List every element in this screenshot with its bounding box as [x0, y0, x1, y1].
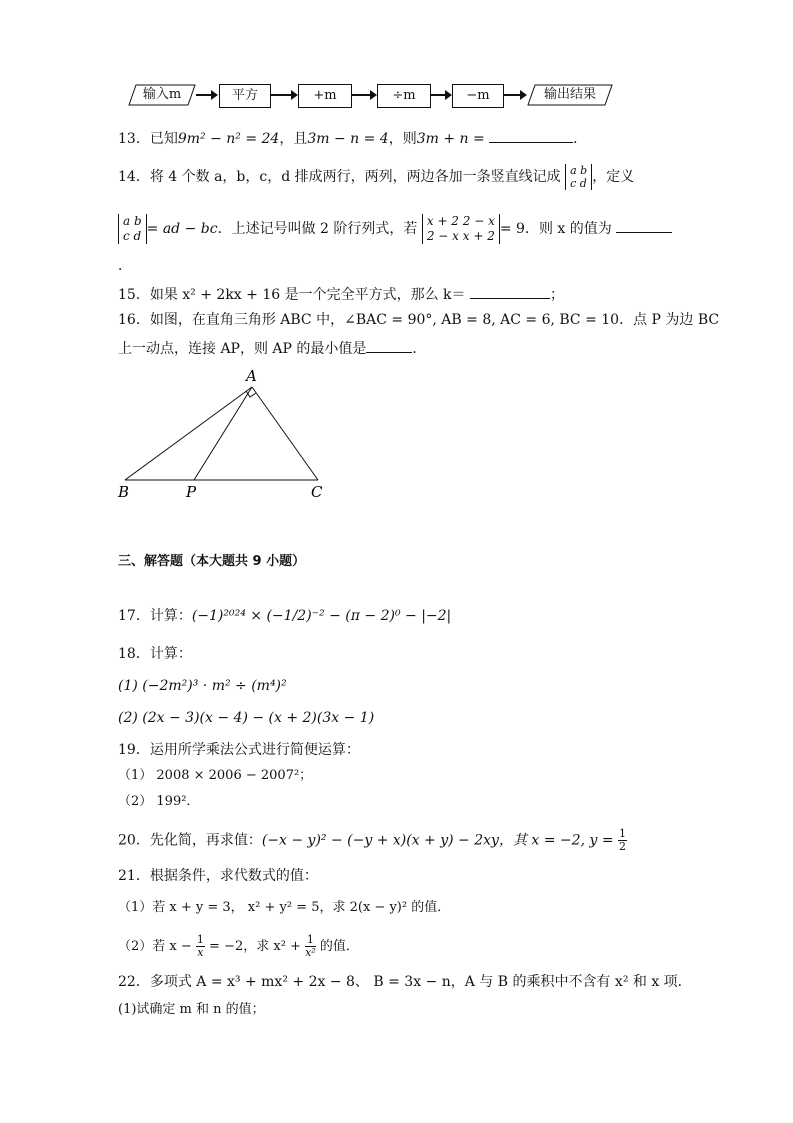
question-13: 13．已知9m² − n² = 24，且3m − n = 4，则3m + n = ． — [118, 128, 678, 149]
question-14-end: ． — [118, 258, 132, 274]
question-21-part2: （2）若 x − $\frac{1}{x}$ = −2，求 x² + $\frac{1}{\text{x²}}$ 的值． — [118, 933, 359, 959]
question-18: 18．计算： — [118, 646, 192, 662]
right-angle-mark — [246, 391, 256, 397]
question-14-line1: 14．将 4 个数 a，b，c，d 排成两行，两列，两边各加一条竖直线记成 a b c d ，定义 — [118, 164, 635, 190]
question-22: 22．多项式 A = x³ + mx² + 2x − 8、 B = 3x − n，A 与 B 的乘积中不含有 x² 和 x 项． — [118, 974, 692, 990]
fraction: $\frac{1}{2}$ — [619, 827, 627, 853]
question-17: 17．计算：(−1)²⁰²⁴ × (−1/2)⁻² − (π − 2)⁰ − |−2| — [118, 608, 452, 624]
question-22-part1: (1)试确定 m 和 n 的值； — [118, 1002, 265, 1017]
determinant-symbol: a b c d — [565, 164, 592, 190]
question-14-line2: a b c d = ad − bc．上述记号叫做 2 阶行列式，若 x + 2 2 − x 2 − x x + 2 = 9．则 x 的值为 — [118, 214, 678, 244]
answer-blank[interactable] — [470, 284, 550, 299]
label-c: C — [311, 483, 323, 501]
fraction: $\frac{1}{\text{x²}}$ — [305, 933, 316, 959]
flow-output — [527, 84, 613, 106]
answer-blank[interactable] — [366, 338, 412, 353]
flow-step-divide: ÷m — [377, 84, 431, 108]
flow-step-plus: +m — [298, 84, 352, 108]
determinant-equation: x + 2 2 − x 2 − x x + 2 — [422, 214, 500, 244]
answer-blank[interactable] — [616, 218, 672, 233]
question-19-part2: （2） 199²． — [118, 794, 200, 809]
question-16-line1: 16．如图，在直角三角形 ABC 中，∠BAC = 90°, AB = 8, AC = 6, BC = 10．点 P 为边 BC — [118, 312, 720, 328]
flow-arrow — [351, 94, 375, 96]
label-a: A — [246, 367, 257, 385]
question-20: 20．先化简，再求值：(−x − y)² − (−y + x)(x + y) − 2xy，其 x = −2, y = $\frac{1}{2}$ — [118, 827, 627, 853]
question-19-part1: （1） 2008 × 2006 − 2007²； — [118, 768, 313, 783]
flow-input-label: 输入m — [142, 87, 182, 102]
flow-step-minus: −m — [452, 84, 504, 108]
section-heading: 三、解答题（本大题共 9 小题） — [118, 554, 306, 569]
determinant-symbol: a b c d — [118, 214, 147, 244]
question-15: 15．如果 x² + 2kx + 16 是一个完全平方式，那么 k＝ ； — [118, 284, 678, 305]
question-21: 21．根据条件，求代数式的值： — [118, 868, 318, 884]
label-b: B — [118, 483, 130, 501]
triangle-figure — [110, 362, 340, 502]
flow-arrow — [196, 94, 216, 96]
flow-arrow — [503, 94, 525, 96]
question-19: 19．运用所学乘法公式进行简便运算： — [118, 742, 360, 758]
question-18-part2: (2) (2x − 3)(x − 4) − (x + 2)(3x − 1) — [118, 710, 375, 726]
question-18-part1: (1) (−2m²)³ · m² ÷ (m⁴)² — [118, 678, 287, 694]
fraction: $\frac{1}{x}$ — [196, 933, 204, 959]
label-p: P — [186, 483, 197, 501]
flow-output-label: 输出结果 — [543, 87, 596, 102]
question-21-part1: （1）若 x + y = 3， x² + y² = 5，求 2(x − y)² 的值． — [118, 900, 451, 915]
flow-step-square: 平方 — [219, 84, 271, 108]
flow-arrow — [270, 94, 296, 96]
question-16-line2: 上一动点，连接 AP，则 AP 的最小值是 ． — [118, 338, 678, 359]
flow-input — [128, 84, 196, 106]
answer-blank[interactable] — [489, 128, 573, 143]
flow-arrow — [430, 94, 450, 96]
